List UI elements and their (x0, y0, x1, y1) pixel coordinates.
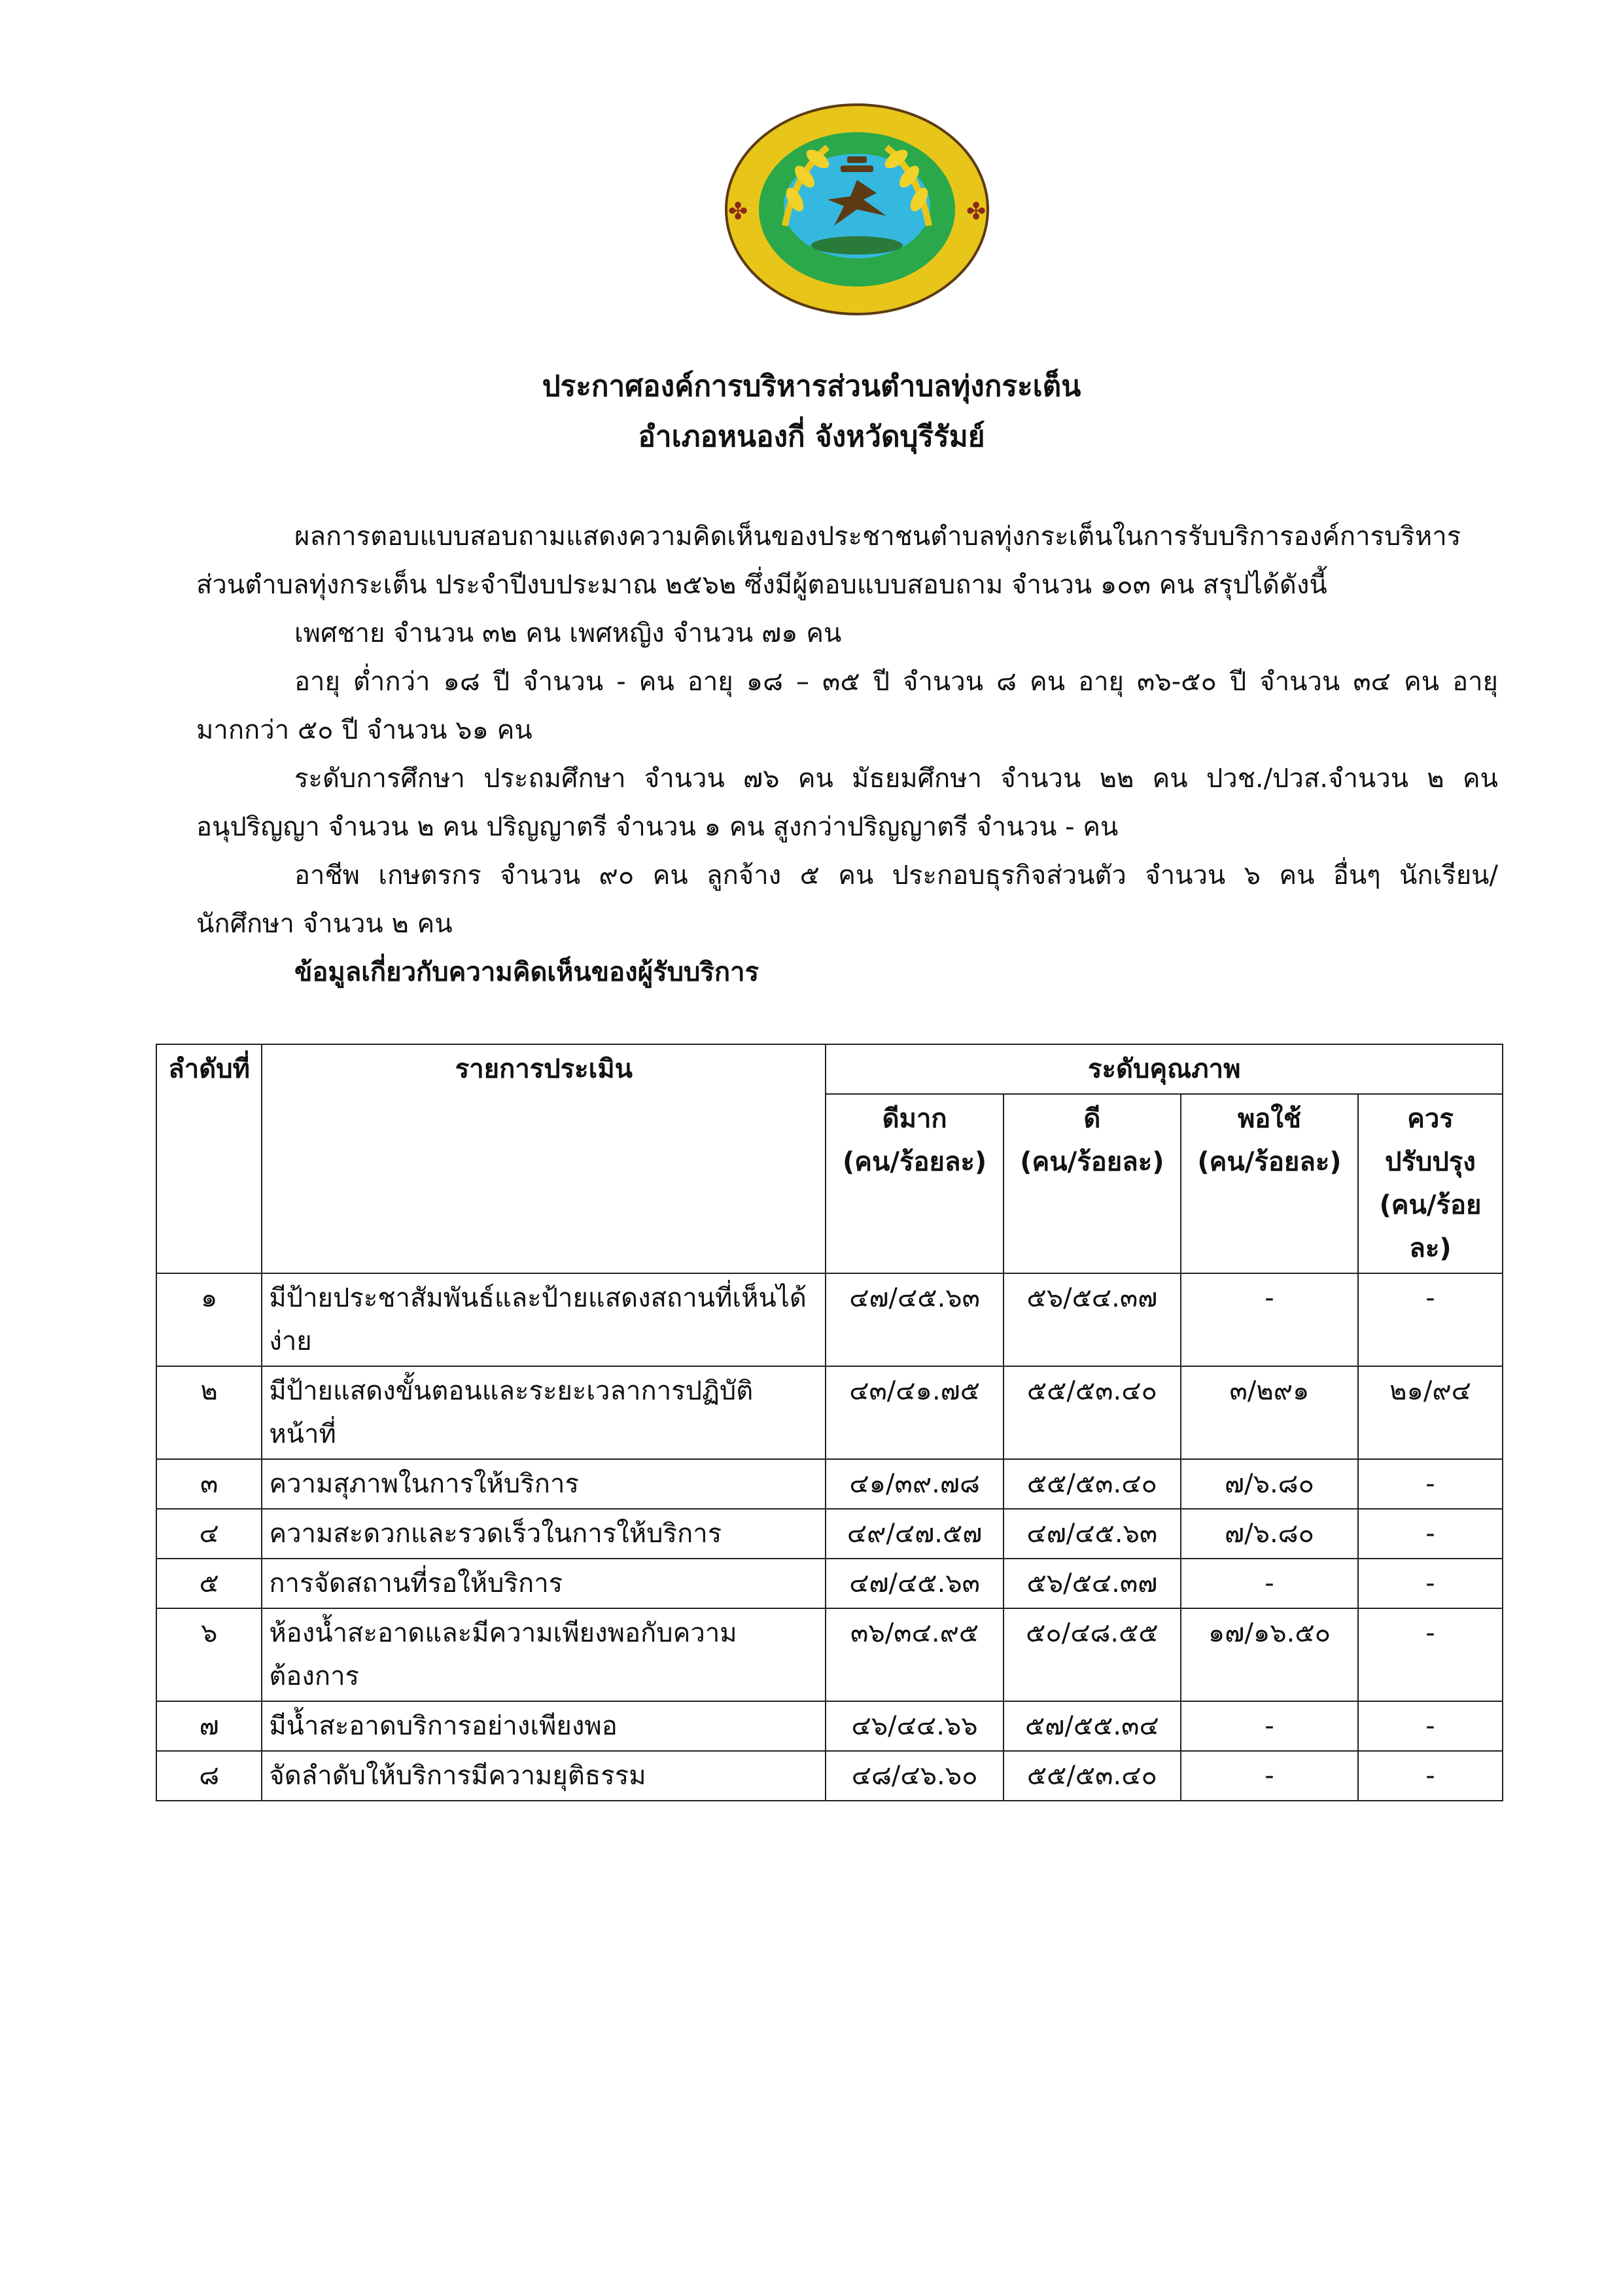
header-fair-label: พอใช้ (1237, 1104, 1302, 1134)
row-very-good: ๔๑/๓๙.๗๘ (826, 1459, 1003, 1509)
row-good: ๕๐/๔๘.๕๕ (1003, 1608, 1181, 1701)
header-fair-unit: (คน/ร้อยละ) (1197, 1147, 1342, 1177)
row-item: การจัดสถานที่รอให้บริการ (262, 1559, 826, 1608)
row-fair: ๓/๒๙๑ (1181, 1366, 1358, 1459)
row-fair: ๑๗/๑๖.๕๐ (1181, 1608, 1358, 1701)
row-good: ๔๗/๔๕.๖๓ (1003, 1509, 1181, 1559)
row-item: ความสุภาพในการให้บริการ (262, 1459, 826, 1509)
header-very-good (826, 1094, 1003, 1273)
row-fair: - (1181, 1559, 1358, 1608)
education-summary-line-1: ระดับการศึกษา ประถมศึกษา จำนวน ๗๖ คน มัธยมศึกษา จำนวน ๒๒ คน ปวช./ปวส.จำนวน ๒ คน (294, 764, 1498, 794)
intro-line-2: ส่วนตำบลทุ่งกระเต็น ประจำปีงบประมาณ ๒๕๖๒ ซึ่งมีผู้ตอบแบบสอบถาม จำนวน ๑๐๓ คน สรุปได้ดังนี้ (196, 570, 1327, 600)
header-good (1003, 1094, 1181, 1273)
row-item: มีน้ำสะอาดบริการอย่างเพียงพอ (262, 1701, 826, 1751)
row-no: ๕ (156, 1559, 262, 1608)
evaluation-table (156, 1044, 1503, 1801)
row-good: ๕๕/๕๓.๔๐ (1003, 1366, 1181, 1459)
header-improve-unit-1: (คน/ร้อย (1379, 1190, 1482, 1220)
row-no: ๗ (156, 1701, 262, 1751)
age-summary-line-1: อายุ ต่ำกว่า ๑๘ ปี จำนวน - คน อายุ ๑๘ – ๓๕ ปี จำนวน ๘ คน อายุ ๓๖-๕๐ ปี จำนวน ๓๔ คน อายุ (294, 667, 1498, 697)
row-improve: - (1358, 1701, 1503, 1751)
table-row (156, 1273, 1503, 1366)
row-item: ห้องน้ำสะอาดและมีความเพียงพอกับความต้องการ (262, 1608, 826, 1701)
header-item: รายการประเมิน (262, 1044, 826, 1273)
svg-text:✤: ✤ (728, 198, 748, 225)
row-improve: ๒๑/๙๔ (1358, 1366, 1503, 1459)
table-row (156, 1608, 1503, 1701)
header-improve-unit-2: ละ) (1409, 1233, 1452, 1263)
row-item: ความสะดวกและรวดเร็วในการให้บริการ (262, 1509, 826, 1559)
row-item: จัดลำดับให้บริการมีความยุติธรรม (262, 1751, 826, 1801)
seal-graphic (723, 101, 991, 317)
row-very-good: ๔๘/๔๖.๖๐ (826, 1751, 1003, 1801)
row-no: ๘ (156, 1751, 262, 1801)
svg-text:✤: ✤ (966, 198, 986, 225)
row-very-good: ๔๙/๔๗.๕๗ (826, 1509, 1003, 1559)
row-very-good: ๓๖/๓๔.๙๕ (826, 1608, 1003, 1701)
occupation-summary-line-2: นักศึกษา จำนวน ๒ คน (196, 909, 453, 939)
row-improve: - (1358, 1751, 1503, 1801)
row-improve: - (1358, 1608, 1503, 1701)
row-good: ๕๖/๕๔.๓๗ (1003, 1559, 1181, 1608)
row-no: ๖ (156, 1608, 262, 1701)
table-header-row (156, 1044, 1503, 1094)
header-improve-label-1: ควร (1407, 1104, 1454, 1134)
row-improve: - (1358, 1559, 1503, 1608)
header-good-label: ดี (1083, 1104, 1101, 1134)
row-fair: ๗/๖.๘๐ (1181, 1459, 1358, 1509)
section-heading: ข้อมูลเกี่ยวกับความคิดเห็นของผู้รับบริการ (294, 957, 759, 987)
row-fair: ๗/๖.๘๐ (1181, 1509, 1358, 1559)
age-summary-line-2: มากกว่า ๕๐ ปี จำนวน ๖๑ คน (196, 715, 532, 745)
survey-summary (196, 512, 1498, 997)
header-very-good-label: ดีมาก (882, 1104, 947, 1134)
row-no: ๒ (156, 1366, 262, 1459)
table-row (156, 1701, 1503, 1751)
table-row (156, 1559, 1503, 1608)
row-item: มีป้ายประชาสัมพันธ์และป้ายแสดงสถานที่เห็นได้ง่าย (262, 1273, 826, 1366)
row-no: ๓ (156, 1459, 262, 1509)
row-good: ๕๖/๕๔.๓๗ (1003, 1273, 1181, 1366)
header-improve (1358, 1094, 1503, 1273)
row-fair: - (1181, 1701, 1358, 1751)
announcement-title: ประกาศองค์การบริหารส่วนตำบลทุ่งกระเต็น (542, 370, 1081, 403)
header-improve-label-2: ปรับปรุง (1385, 1147, 1476, 1177)
header-fair (1181, 1094, 1358, 1273)
gender-summary: เพศชาย จำนวน ๓๒ คน เพศหญิง จำนวน ๗๑ คน (294, 618, 842, 648)
row-very-good: ๔๗/๔๕.๖๓ (826, 1273, 1003, 1366)
row-improve: - (1358, 1459, 1503, 1509)
row-improve: - (1358, 1509, 1503, 1559)
row-good: ๕๕/๕๓.๔๐ (1003, 1751, 1181, 1801)
table-row (156, 1751, 1503, 1801)
announcement-subtitle: อำเภอหนองกี่ จังหวัดบุรีรัมย์ (638, 420, 985, 453)
row-very-good: ๔๗/๔๕.๖๓ (826, 1559, 1003, 1608)
occupation-summary-line-1: อาชีพ เกษตรกร จำนวน ๙๐ คน ลูกจ้าง ๕ คน ประกอบธุรกิจส่วนตัว จำนวน ๖ คน อื่นๆ นักเรียน/ (294, 860, 1498, 891)
header-very-good-unit: (คน/ร้อยละ) (843, 1147, 987, 1177)
table-row (156, 1459, 1503, 1509)
row-no: ๔ (156, 1509, 262, 1559)
table-row (156, 1366, 1503, 1459)
row-very-good: ๔๖/๔๔.๖๖ (826, 1701, 1003, 1751)
row-good: ๕๗/๕๕.๓๔ (1003, 1701, 1181, 1751)
row-item: มีป้ายแสดงขั้นตอนและระยะเวลาการปฏิบัติหน้าที่ (262, 1366, 826, 1459)
intro-line-1: ผลการตอบแบบสอบถามแสดงความคิดเห็นของประชาชนตำบลทุ่งกระเต็นในการรับบริการองค์การบริหาร (294, 521, 1461, 552)
row-fair: - (1181, 1751, 1358, 1801)
row-improve: - (1358, 1273, 1503, 1366)
header-good-unit: (คน/ร้อยละ) (1020, 1147, 1164, 1177)
table-row (156, 1509, 1503, 1559)
row-good: ๕๕/๕๓.๔๐ (1003, 1459, 1181, 1509)
row-very-good: ๔๓/๔๑.๗๕ (826, 1366, 1003, 1459)
row-fair: - (1181, 1273, 1358, 1366)
header-quality: ระดับคุณภาพ (826, 1044, 1503, 1094)
education-summary-line-2: อนุปริญญา จำนวน ๒ คน ปริญญาตรี จำนวน ๑ คน สูงกว่าปริญญาตรี จำนวน - คน (196, 812, 1119, 842)
header-no: ลำดับที่ (156, 1044, 262, 1273)
organization-seal-icon (723, 101, 991, 317)
row-no: ๑ (156, 1273, 262, 1366)
